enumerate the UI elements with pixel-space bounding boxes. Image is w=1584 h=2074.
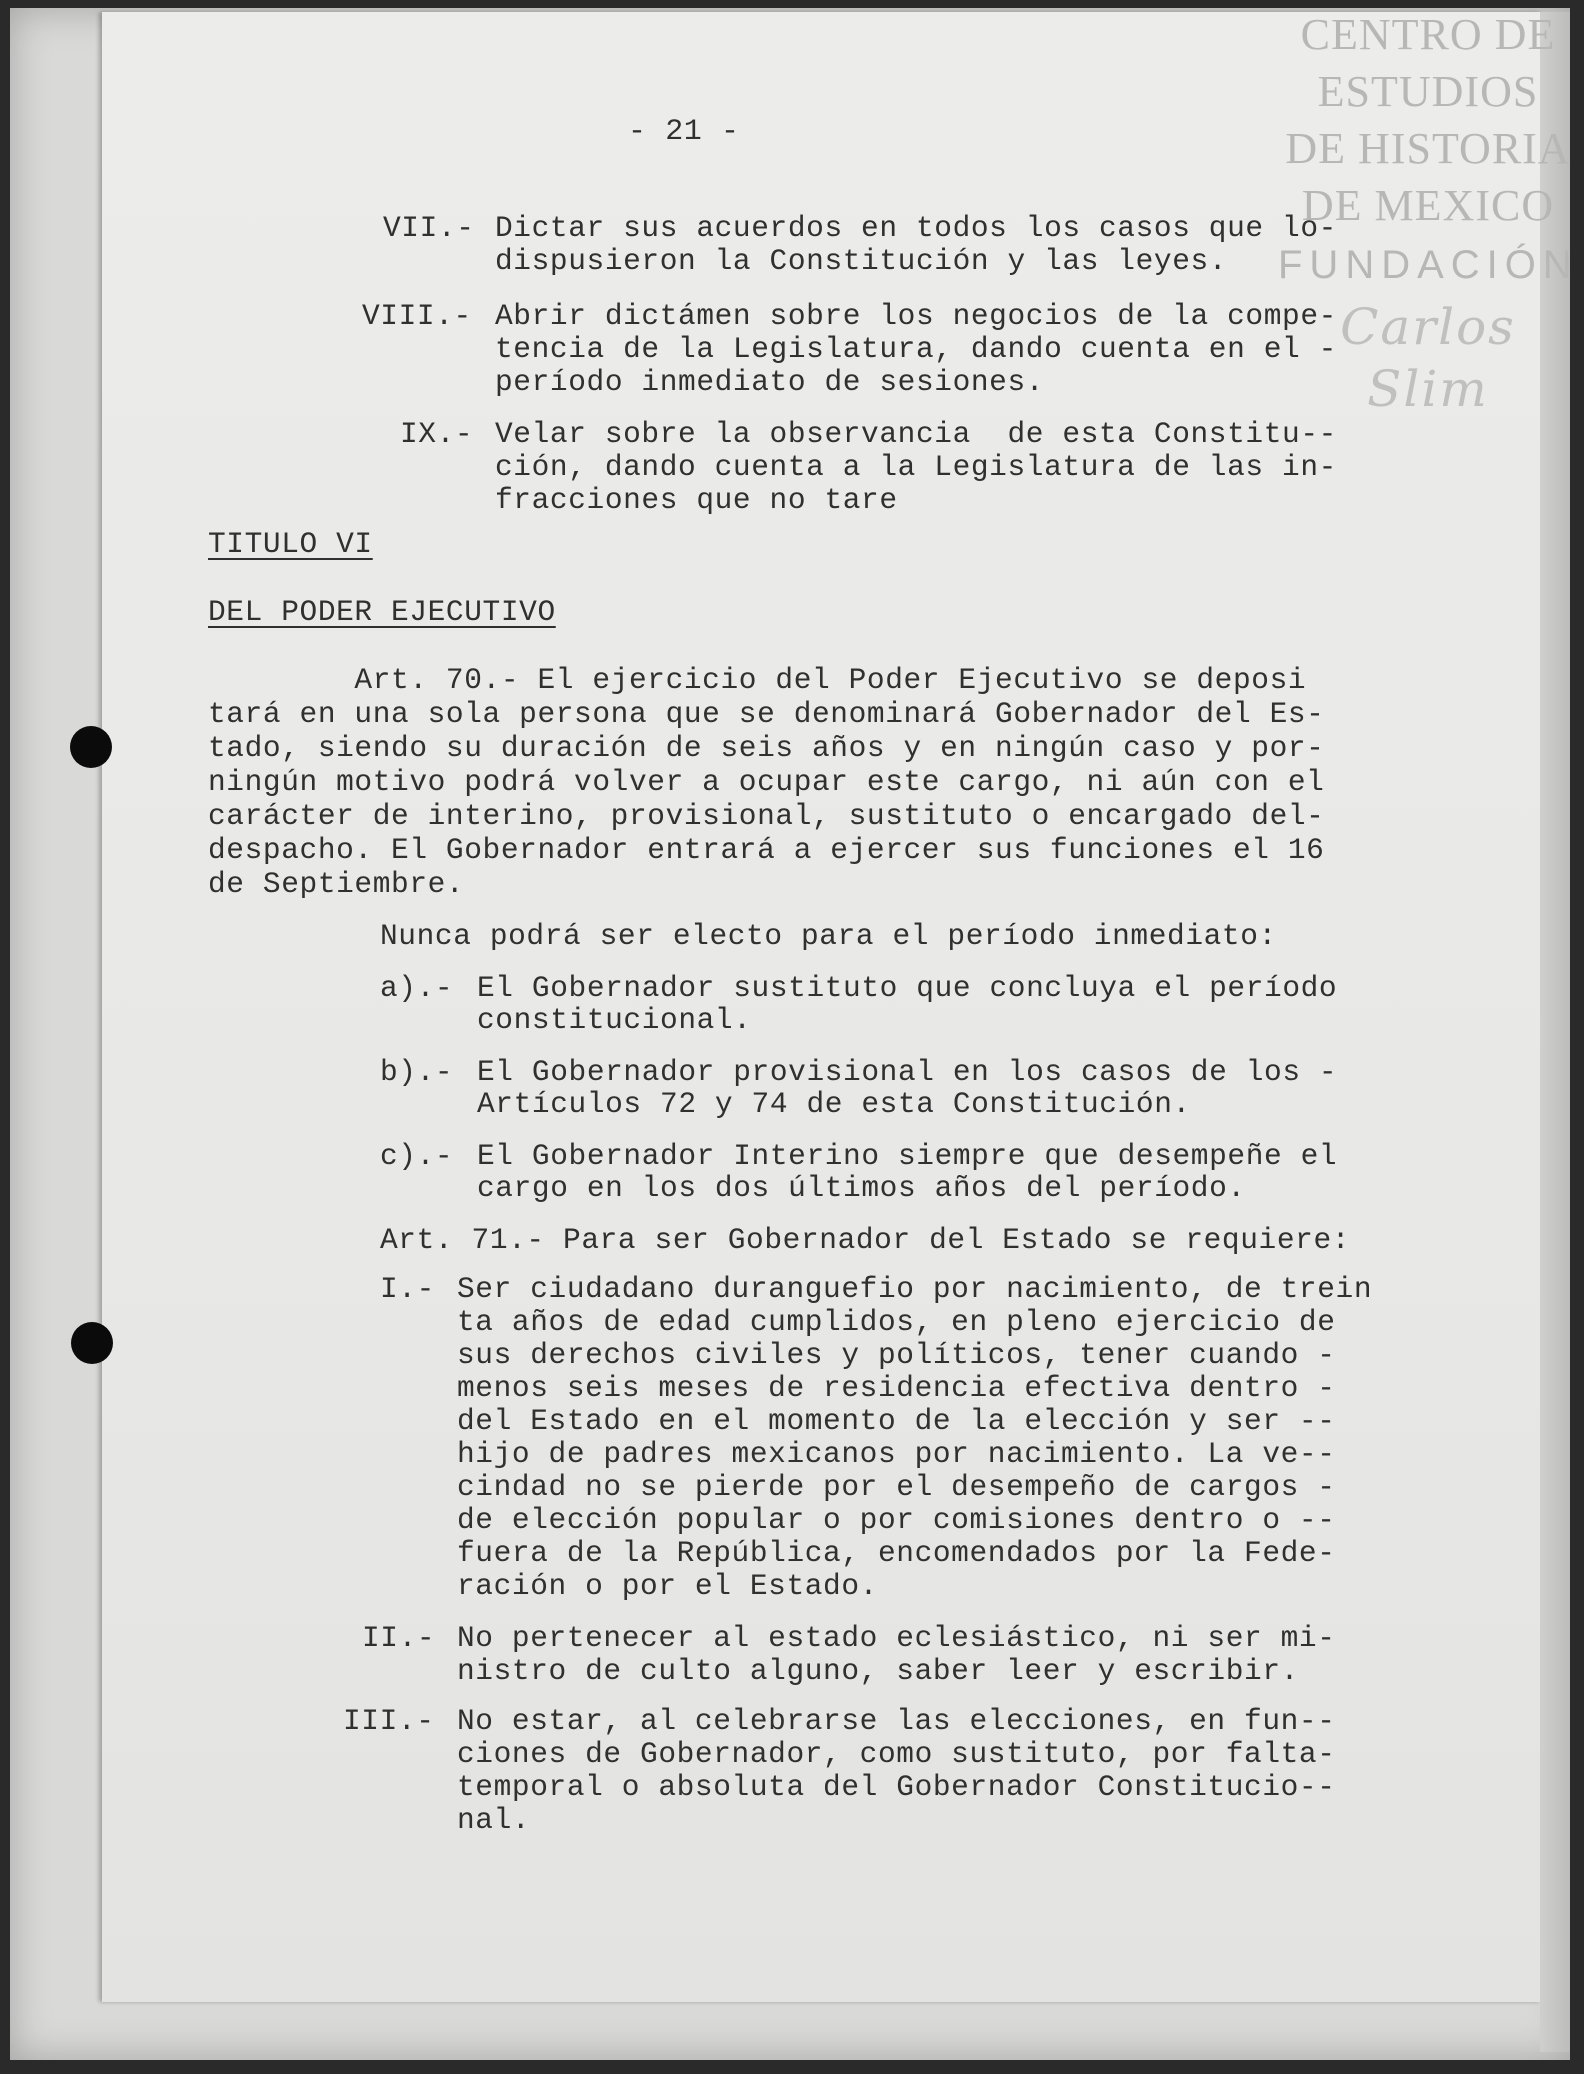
inciso-line: El Gobernador sustituto que concluya el período: [477, 971, 1338, 1005]
requisito-line: del Estado en el momento de la elección y ser --: [457, 1404, 1336, 1438]
inciso-number: b).-: [380, 1055, 454, 1089]
requisito-line: sus derechos civiles y políticos, tener cuando -: [457, 1338, 1336, 1372]
item-number: IX.-: [400, 417, 474, 451]
item-line: Velar sobre la observancia de esta Constitu--: [495, 417, 1337, 451]
item-line: dispusieron la Constitución y las leyes.: [495, 244, 1228, 278]
inciso-line: cargo en los dos últimos años del período.: [477, 1171, 1246, 1205]
inciso-line: El Gobernador Interino siempre que desempeñe el: [477, 1139, 1338, 1173]
article-line: tará en una sola persona que se denominará Gobernador del Es-: [208, 697, 1325, 731]
paragraph: Nunca podrá ser electo para el período inmediato:: [380, 919, 1277, 953]
punch-hole-bottom: [71, 1322, 113, 1364]
requisito-line: fuera de la República, encomendados por la Fede-: [457, 1536, 1336, 1570]
inciso-line: El Gobernador provisional en los casos de los -: [477, 1055, 1338, 1089]
item-line: fracciones que no tare: [495, 483, 898, 517]
requisito-line: nal.: [457, 1803, 531, 1837]
requisito-number: III.-: [343, 1704, 435, 1738]
article-line: ningún motivo podrá volver a ocupar este cargo, ni aún con el: [208, 765, 1325, 799]
item-line: Dictar sus acuerdos en todos los casos que lo-: [495, 211, 1337, 245]
requisito-line: ración o por el Estado.: [457, 1569, 878, 1603]
watermark-signature: Carlos Slim: [1340, 298, 1516, 418]
requisito-line: hijo de padres mexicanos por nacimiento. La ve--: [457, 1437, 1336, 1471]
requisito-line: ciones de Gobernador, como sustituto, por falta-: [457, 1737, 1336, 1771]
requisito-line: Ser ciudadano duranguefio por nacimiento, de trein: [457, 1272, 1373, 1306]
requisito-line: No pertenecer al estado eclesiástico, ni ser mi-: [457, 1621, 1336, 1655]
item-number: VIII.-: [362, 299, 472, 333]
requisito-line: de elección popular o por comisiones dentro o --: [457, 1503, 1336, 1537]
article-line: carácter de interino, provisional, sustituto o encargado del-: [208, 799, 1325, 833]
watermark-line: DE MEXICO: [1301, 181, 1555, 230]
requisito-number: I.-: [380, 1272, 435, 1306]
inciso-number: c).-: [380, 1139, 454, 1173]
item-number: VII.-: [383, 211, 475, 245]
article-line: Art. 70.- El ejercicio del Poder Ejecutivo se deposi: [208, 663, 1307, 697]
article-line: despacho. El Gobernador entrará a ejercer sus funciones el 16: [208, 833, 1325, 867]
watermark-line: CENTRO DE: [1300, 10, 1556, 59]
requisito-line: cindad no se pierde por el desempeño de cargos -: [457, 1470, 1336, 1504]
article-line: tado, siendo su duración de seis años y en ningún caso y por-: [208, 731, 1325, 765]
item-line: ción, dando cuenta a la Legislatura de las in-: [495, 450, 1337, 484]
article-line: de Septiembre.: [208, 867, 465, 901]
item-line: tencia de la Legislatura, dando cuenta en el -: [495, 332, 1337, 366]
watermark-line: ESTUDIOS: [1317, 67, 1539, 116]
requisito-line: ta años de edad cumplidos, en pleno ejercicio de: [457, 1305, 1336, 1339]
section-title: TITULO VI: [208, 527, 373, 561]
requisito-line: nistro de culto alguno, saber leer y escribir.: [457, 1654, 1299, 1688]
requisito-line: No estar, al celebrarse las elecciones, en fun--: [457, 1704, 1336, 1738]
watermark-fundacion: FUNDACIÓN: [1278, 243, 1579, 287]
page-number: - 21 -: [628, 115, 740, 149]
item-line: período inmediato de sesiones.: [495, 365, 1045, 399]
section-subtitle: DEL PODER EJECUTIVO: [208, 595, 556, 629]
requisito-line: temporal o absoluta del Gobernador Constitucio--: [457, 1770, 1336, 1804]
requisito-line: menos seis meses de residencia efectiva dentro -: [457, 1371, 1336, 1405]
inciso-number: a).-: [380, 971, 454, 1005]
inciso-line: constitucional.: [477, 1003, 752, 1037]
article-heading: Art. 71.- Para ser Gobernador del Estado se requiere:: [380, 1223, 1351, 1257]
item-line: Abrir dictámen sobre los negocios de la compe-: [495, 299, 1337, 333]
watermark-line: DE HISTORIA: [1285, 124, 1571, 173]
inciso-line: Artículos 72 y 74 de esta Constitución.: [477, 1087, 1191, 1121]
punch-hole-top: [70, 726, 112, 768]
requisito-number: II.-: [362, 1621, 436, 1655]
